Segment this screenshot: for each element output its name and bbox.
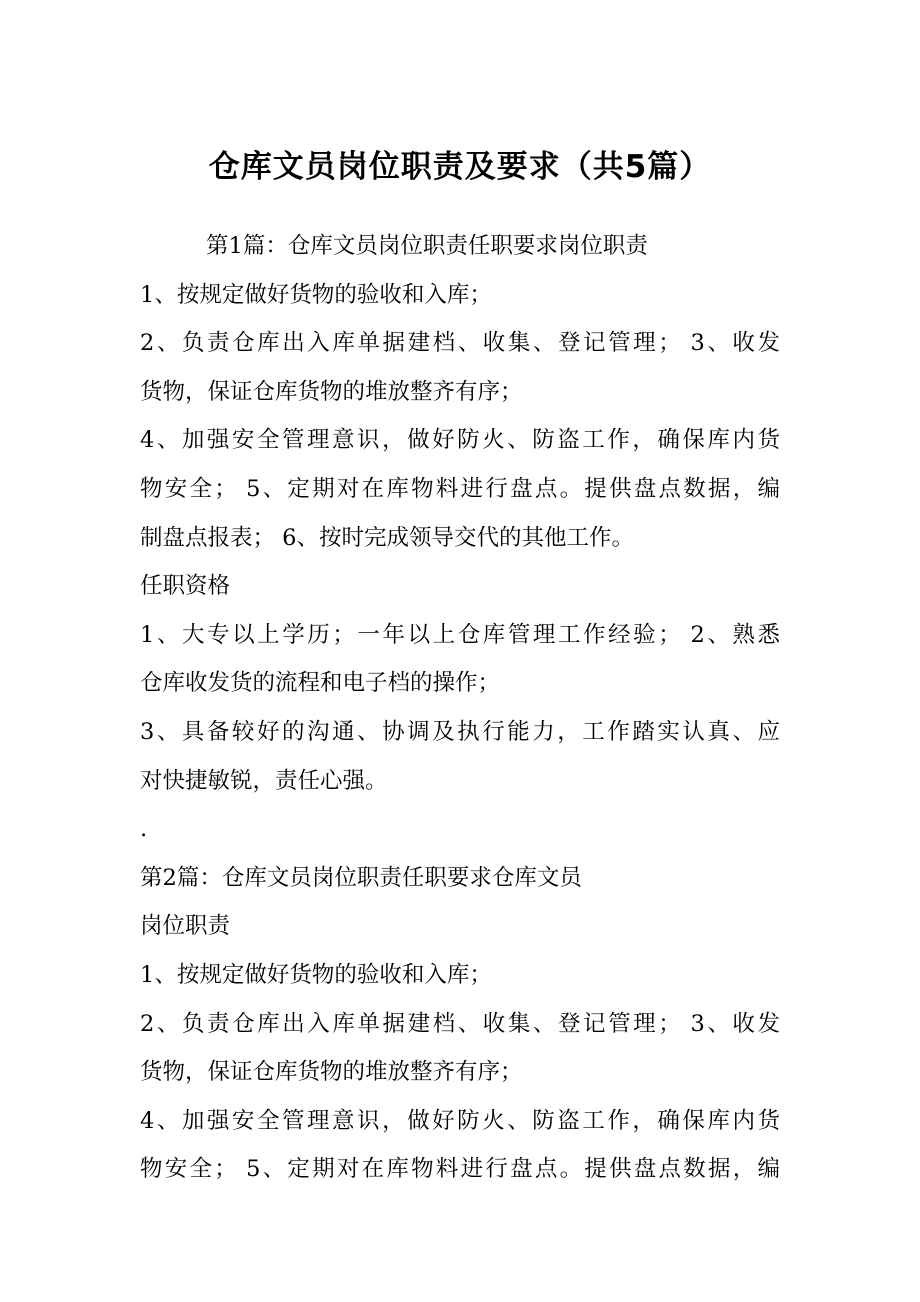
paragraph-line: 1、大专以上学历；一年以上仓库管理工作经验； 2、熟悉 — [140, 621, 780, 648]
subheading-duties: 岗位职责 — [140, 913, 231, 940]
paragraph-line: 仓库收发货的流程和电子档的操作； — [140, 670, 501, 697]
separator-dot: . — [140, 816, 148, 843]
paragraph-line: 货物，保证仓库货物的堆放整齐有序； — [140, 1059, 523, 1086]
paragraph-line: 物安全； 5、定期对在库物料进行盘点。提供盘点数据，编 — [140, 1156, 780, 1183]
paragraph-line: 1、按规定做好货物的验收和入库； — [140, 281, 492, 308]
document-title: 仓库文员岗位职责及要求（共5篇） — [208, 149, 712, 185]
subheading-qualifications: 任职资格 — [140, 573, 231, 600]
paragraph-line: 2、负责仓库出入库单据建档、收集、登记管理； 3、收发 — [140, 1010, 780, 1037]
section-heading-1: 第1篇：仓库文员岗位职责任职要求岗位职责 — [206, 233, 648, 259]
paragraph-line: 物安全； 5、定期对在库物料进行盘点。提供盘点数据，编 — [140, 475, 780, 502]
paragraph-line: 4、加强安全管理意识，做好防火、防盗工作，确保库内货 — [140, 427, 780, 454]
paragraph-line: 制盘点报表； 6、按时完成领导交代的其他工作。 — [140, 524, 634, 551]
document-body — [140, 222, 780, 1194]
paragraph-line: 4、加强安全管理意识，做好防火、防盗工作，确保库内货 — [140, 1107, 780, 1134]
section-heading-2: 第2篇：仓库文员岗位职责任职要求仓库文员 — [140, 864, 582, 891]
paragraph-line: 对快捷敏锐，责任心强。 — [140, 767, 388, 794]
paragraph-line: 1、按规定做好货物的验收和入库； — [140, 961, 492, 988]
paragraph-line: 货物，保证仓库货物的堆放整齐有序； — [140, 378, 523, 405]
paragraph-line: 3、具备较好的沟通、协调及执行能力，工作踏实认真、应 — [140, 718, 780, 745]
paragraph-line: 2、负责仓库出入库单据建档、收集、登记管理； 3、收发 — [140, 330, 780, 357]
